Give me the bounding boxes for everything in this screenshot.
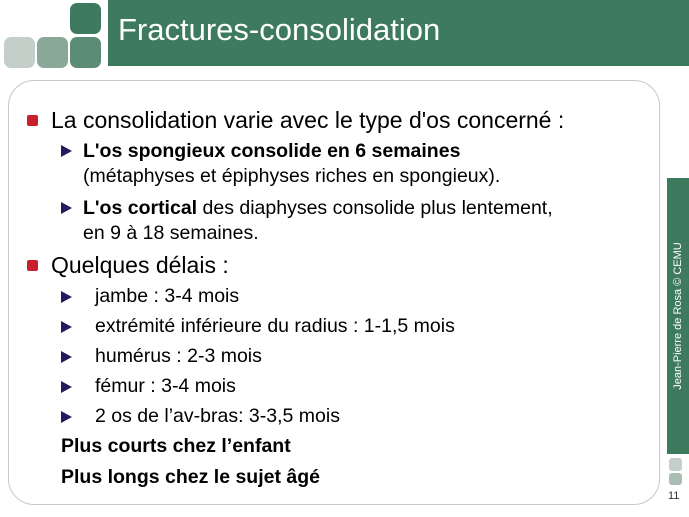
delay-arrow-icon: [61, 411, 72, 423]
note-elderly: Plus longs chez le sujet âgé: [61, 466, 320, 488]
logo-square-middle: [37, 37, 68, 68]
bullet-square-icon: [27, 260, 38, 271]
sub-bullet-2-bold: L'os cortical: [83, 197, 198, 219]
sub-bullet-arrow-icon: [61, 145, 72, 157]
title-bar: [108, 0, 689, 66]
delay-item: 2 os de l’av-bras: 3-3,5 mois: [95, 405, 340, 427]
author-credit: Jean-Pierre de Rosa © CEMU: [672, 242, 684, 390]
sub-bullet-1-bold: L'os spongieux consolide en 6 semaines: [83, 140, 461, 162]
sub-bullet-2-line-1: [83, 197, 553, 220]
delay-item: jambe : 3-4 mois: [95, 285, 240, 307]
delay-arrow-icon: [61, 351, 72, 363]
sub-bullet-arrow-icon: [61, 202, 72, 214]
sub-bullet-1-rest: (métaphyses et épiphyses riches en spongieux).: [83, 165, 501, 187]
side-dot-decoration: [669, 458, 682, 471]
page-number: 11: [668, 490, 680, 502]
logo-square-top: [70, 3, 101, 34]
delay-item: fémur : 3-4 mois: [95, 375, 236, 397]
side-credit-bar: [667, 178, 689, 454]
delay-arrow-icon: [61, 291, 72, 303]
sub-bullet-2-rest: des diaphyses consolide plus lentement,: [197, 197, 553, 219]
delay-item: extrémité inférieure du radius : 1-1,5 mois: [95, 315, 455, 337]
logo-square-left: [4, 37, 35, 68]
slide-title: Fractures-consolidation: [118, 12, 441, 47]
delay-item: humérus : 2-3 mois: [95, 345, 262, 367]
note-children: Plus courts chez l’enfant: [61, 435, 291, 457]
delay-arrow-icon: [61, 321, 72, 333]
bullet-1-text: La consolidation varie avec le type d'os concerné :: [51, 107, 565, 133]
bullet-2-text: Quelques délais :: [51, 252, 229, 278]
delay-arrow-icon: [61, 381, 72, 393]
sub-bullet-2-line-2: en 9 à 18 semaines.: [83, 222, 259, 244]
bullet-square-icon: [27, 115, 38, 126]
logo-square-right: [70, 37, 101, 68]
side-dot-decoration: [669, 473, 682, 485]
